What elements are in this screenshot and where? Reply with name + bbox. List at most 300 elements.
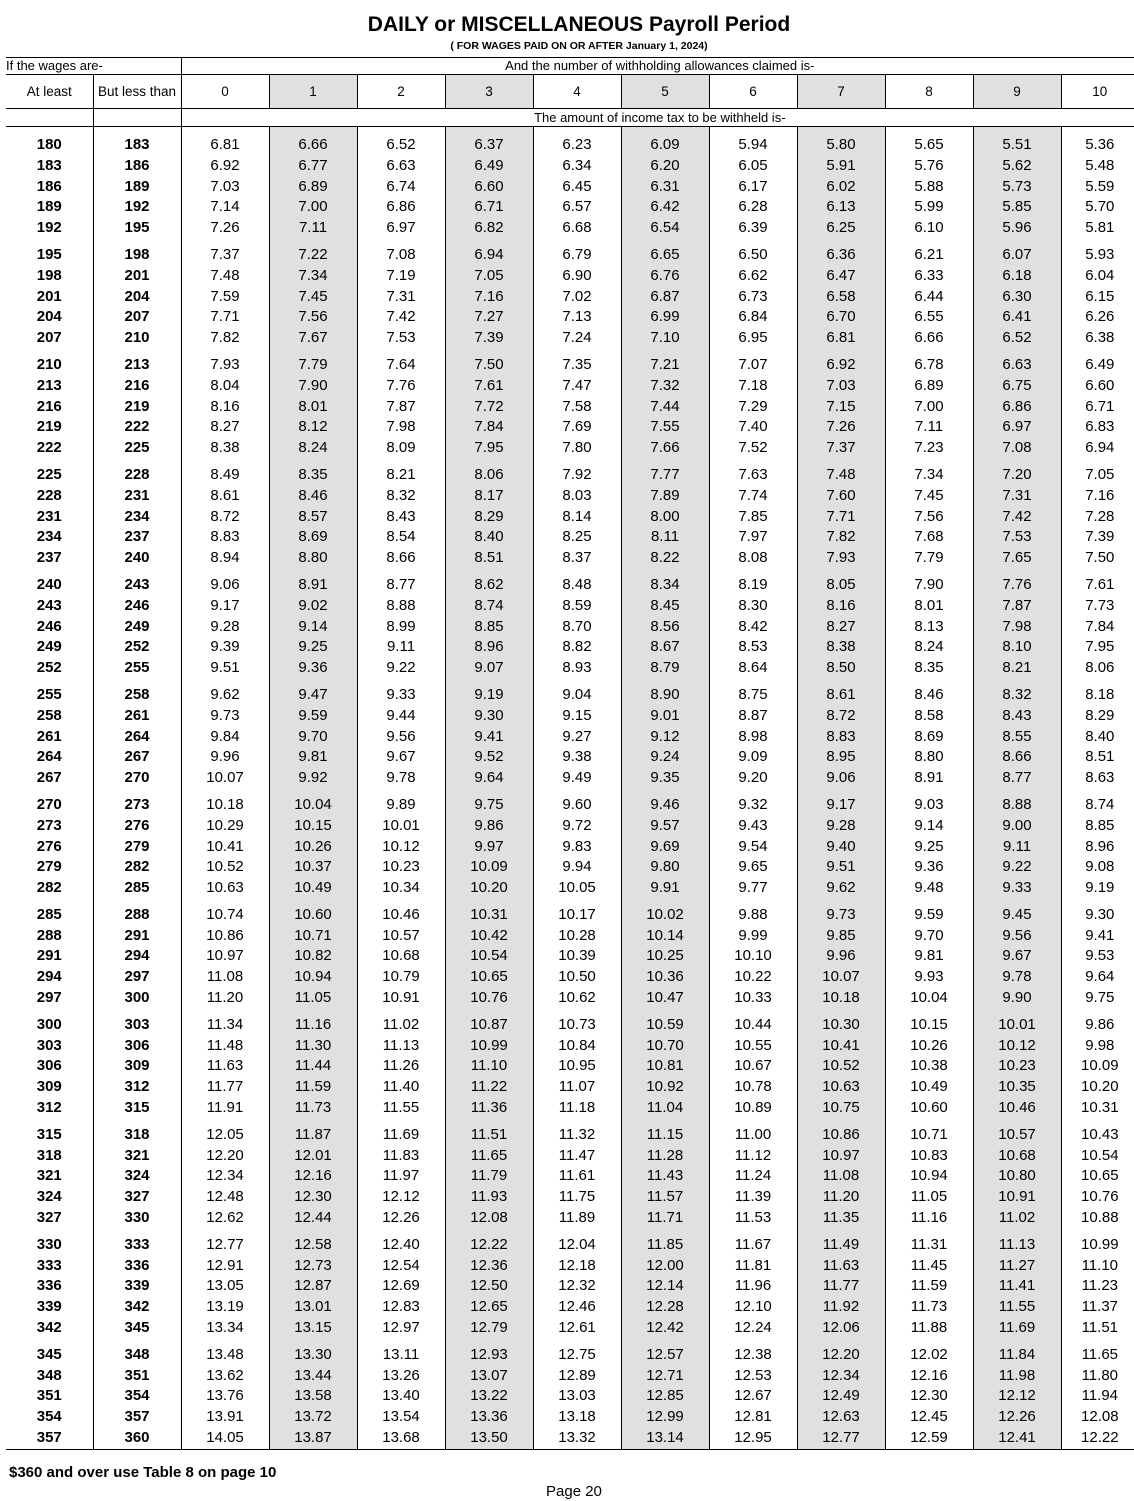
tax-amount-cell: 6.02 bbox=[797, 177, 885, 198]
but-less-than-cell: 213 bbox=[93, 355, 181, 376]
tax-amount-cell: 7.67 bbox=[269, 328, 357, 349]
tax-amount-cell: 6.97 bbox=[357, 218, 445, 239]
tax-amount-cell: 10.60 bbox=[269, 905, 357, 926]
tax-amount-cell: 7.80 bbox=[533, 438, 621, 459]
but-less-than-cell: 315 bbox=[93, 1098, 181, 1119]
tax-amount-cell: 8.87 bbox=[709, 706, 797, 727]
tax-amount-cell: 12.26 bbox=[973, 1407, 1061, 1428]
tax-amount-cell: 7.93 bbox=[181, 355, 269, 376]
tax-amount-cell: 6.77 bbox=[269, 156, 357, 177]
tax-amount-cell: 9.17 bbox=[797, 795, 885, 816]
at-least-cell: 201 bbox=[36, 287, 62, 305]
at-least-cell: 342 bbox=[36, 1319, 62, 1337]
tax-amount-cell: 8.24 bbox=[885, 637, 973, 658]
at-least-cell: 267 bbox=[36, 769, 62, 787]
but-less-than-cell: 240 bbox=[93, 548, 181, 569]
tax-amount-cell: 12.34 bbox=[181, 1166, 269, 1187]
at-least-cell: 261 bbox=[36, 727, 62, 745]
tax-amount-cell: 7.87 bbox=[973, 596, 1061, 617]
but-less-than-cell: 312 bbox=[93, 1077, 181, 1098]
tax-amount-cell: 6.99 bbox=[621, 307, 709, 328]
at-least-cell: 213 bbox=[36, 376, 62, 394]
tax-amount-cell: 7.32 bbox=[621, 376, 709, 397]
tax-amount-cell: 10.68 bbox=[973, 1146, 1061, 1167]
tax-amount-cell: 7.50 bbox=[1061, 548, 1134, 569]
tax-amount-cell: 10.87 bbox=[445, 1015, 533, 1036]
tax-amount-cell: 5.65 bbox=[885, 135, 973, 156]
tax-amount-cell: 12.12 bbox=[973, 1386, 1061, 1407]
tax-amount-cell: 7.95 bbox=[1061, 637, 1134, 658]
tax-amount-cell: 10.30 bbox=[797, 1015, 885, 1036]
tax-amount-cell: 7.89 bbox=[621, 486, 709, 507]
tax-amount-cell: 9.41 bbox=[445, 727, 533, 748]
tax-amount-cell: 13.48 bbox=[181, 1345, 269, 1366]
table-row bbox=[6, 1036, 1134, 1057]
tax-amount-cell: 11.05 bbox=[885, 1187, 973, 1208]
tax-amount-cell: 6.07 bbox=[973, 245, 1061, 266]
table-row bbox=[6, 988, 1134, 1009]
tax-amount-cell: 8.30 bbox=[709, 596, 797, 617]
at-least-cell: 225 bbox=[36, 465, 62, 483]
tax-amount-cell: 9.14 bbox=[885, 816, 973, 837]
tax-amount-cell: 12.28 bbox=[621, 1297, 709, 1318]
tax-amount-cell: 6.82 bbox=[445, 218, 533, 239]
tax-amount-cell: 7.55 bbox=[621, 417, 709, 438]
tax-amount-cell: 14.05 bbox=[181, 1428, 269, 1449]
tax-amount-cell: 8.22 bbox=[621, 548, 709, 569]
tax-amount-cell: 10.86 bbox=[797, 1125, 885, 1146]
at-least-cell: 222 bbox=[36, 439, 62, 457]
tax-amount-cell: 9.78 bbox=[357, 768, 445, 789]
tax-amount-cell: 10.78 bbox=[709, 1077, 797, 1098]
table-row bbox=[6, 596, 1134, 617]
tax-amount-cell: 7.79 bbox=[269, 355, 357, 376]
tax-amount-cell: 8.42 bbox=[709, 617, 797, 638]
but-less-than-cell: 321 bbox=[93, 1146, 181, 1167]
tax-amount-cell: 6.60 bbox=[445, 177, 533, 198]
at-least-cell: 204 bbox=[36, 308, 62, 326]
tax-amount-cell: 7.00 bbox=[885, 397, 973, 418]
tax-amount-cell: 8.72 bbox=[181, 507, 269, 528]
tax-amount-cell: 8.38 bbox=[181, 438, 269, 459]
tax-amount-cell: 9.52 bbox=[445, 747, 533, 768]
tax-amount-cell: 7.16 bbox=[1061, 486, 1134, 507]
at-least-cell: 303 bbox=[36, 1036, 62, 1054]
tax-amount-cell: 8.61 bbox=[797, 685, 885, 706]
tax-amount-cell: 7.71 bbox=[181, 307, 269, 328]
at-least-cell: 273 bbox=[36, 816, 62, 834]
but-less-than-cell: 351 bbox=[93, 1366, 181, 1387]
tax-amount-cell: 6.41 bbox=[973, 307, 1061, 328]
tax-amount-cell: 10.91 bbox=[973, 1187, 1061, 1208]
tax-amount-cell: 8.01 bbox=[885, 596, 973, 617]
tax-amount-cell: 9.33 bbox=[357, 685, 445, 706]
table-row bbox=[6, 245, 1134, 266]
at-least-cell: 357 bbox=[6, 1428, 93, 1449]
tax-amount-cell: 6.57 bbox=[533, 197, 621, 218]
allowance-column-header: 3 bbox=[445, 75, 533, 109]
tax-amount-cell: 11.87 bbox=[269, 1125, 357, 1146]
but-less-than-cell: 189 bbox=[93, 177, 181, 198]
withholding-table bbox=[6, 57, 1134, 1450]
tax-amount-cell: 8.21 bbox=[973, 658, 1061, 679]
tax-amount-cell: 8.27 bbox=[797, 617, 885, 638]
tax-amount-cell: 8.88 bbox=[357, 596, 445, 617]
at-least-cell: 279 bbox=[36, 858, 62, 876]
tax-amount-cell: 6.50 bbox=[709, 245, 797, 266]
tax-amount-cell: 8.90 bbox=[621, 685, 709, 706]
tax-amount-cell: 9.64 bbox=[445, 768, 533, 789]
but-less-than-cell: 255 bbox=[93, 658, 181, 679]
at-least-cell: 210 bbox=[36, 355, 62, 373]
table-row bbox=[6, 135, 1134, 156]
tax-amount-cell: 7.84 bbox=[1061, 617, 1134, 638]
tax-amount-cell: 6.18 bbox=[973, 266, 1061, 287]
tax-amount-cell: 8.98 bbox=[709, 727, 797, 748]
tax-amount-cell: 7.77 bbox=[621, 465, 709, 486]
tax-amount-cell: 11.05 bbox=[269, 988, 357, 1009]
tax-amount-cell: 9.86 bbox=[1061, 1015, 1134, 1036]
tax-amount-cell: 8.48 bbox=[533, 575, 621, 596]
tax-amount-cell: 6.44 bbox=[885, 287, 973, 308]
table-row bbox=[6, 417, 1134, 438]
table-row bbox=[6, 1235, 1134, 1256]
tax-amount-cell: 11.15 bbox=[621, 1125, 709, 1146]
tax-amount-cell: 9.02 bbox=[269, 596, 357, 617]
tax-amount-cell: 8.77 bbox=[973, 768, 1061, 789]
tax-amount-cell: 10.62 bbox=[533, 988, 621, 1009]
tax-amount-cell: 11.13 bbox=[973, 1235, 1061, 1256]
tax-amount-cell: 10.71 bbox=[885, 1125, 973, 1146]
tax-amount-cell: 9.06 bbox=[181, 575, 269, 596]
at-least-cell: 288 bbox=[36, 926, 62, 944]
tax-amount-cell: 9.85 bbox=[797, 926, 885, 947]
tax-amount-cell: 12.77 bbox=[797, 1428, 885, 1449]
tax-amount-cell: 9.60 bbox=[533, 795, 621, 816]
tax-amount-cell: 10.20 bbox=[445, 878, 533, 899]
tax-amount-cell: 11.02 bbox=[357, 1015, 445, 1036]
tax-amount-cell: 9.30 bbox=[445, 706, 533, 727]
table-row bbox=[6, 486, 1134, 507]
tax-amount-cell: 8.03 bbox=[533, 486, 621, 507]
tax-amount-cell: 10.34 bbox=[357, 878, 445, 899]
tax-amount-cell: 8.67 bbox=[621, 637, 709, 658]
tax-amount-cell: 8.06 bbox=[445, 465, 533, 486]
tax-amount-cell: 9.14 bbox=[269, 617, 357, 638]
tax-amount-cell: 11.67 bbox=[709, 1235, 797, 1256]
tax-amount-cell: 11.51 bbox=[445, 1125, 533, 1146]
tax-amount-cell: 11.45 bbox=[885, 1256, 973, 1277]
tax-amount-cell: 8.93 bbox=[533, 658, 621, 679]
tax-amount-cell: 7.35 bbox=[533, 355, 621, 376]
tax-amount-cell: 6.20 bbox=[621, 156, 709, 177]
tax-amount-cell: 13.32 bbox=[533, 1428, 621, 1449]
tax-amount-cell: 7.53 bbox=[357, 328, 445, 349]
tax-amount-cell: 10.42 bbox=[445, 926, 533, 947]
tax-amount-cell: 10.49 bbox=[269, 878, 357, 899]
table-row bbox=[6, 376, 1134, 397]
but-less-than-cell: 273 bbox=[93, 795, 181, 816]
at-least-cell: 330 bbox=[36, 1235, 62, 1253]
tax-amount-cell: 12.65 bbox=[445, 1297, 533, 1318]
but-less-than-cell: 279 bbox=[93, 837, 181, 858]
tax-amount-cell: 12.22 bbox=[1061, 1428, 1134, 1449]
tax-amount-cell: 13.91 bbox=[181, 1407, 269, 1428]
tax-amount-cell: 6.55 bbox=[885, 307, 973, 328]
tax-amount-cell: 6.86 bbox=[973, 397, 1061, 418]
tax-amount-cell: 6.45 bbox=[533, 177, 621, 198]
at-least-cell: 183 bbox=[36, 156, 62, 174]
tax-amount-cell: 6.17 bbox=[709, 177, 797, 198]
but-less-than-cell: 243 bbox=[93, 575, 181, 596]
but-less-than-cell: 297 bbox=[93, 967, 181, 988]
but-less-than-cell: 210 bbox=[93, 328, 181, 349]
tax-amount-cell: 9.06 bbox=[797, 768, 885, 789]
tax-amount-cell: 8.69 bbox=[269, 527, 357, 548]
tax-amount-cell: 8.80 bbox=[269, 548, 357, 569]
tax-amount-cell: 11.13 bbox=[357, 1036, 445, 1057]
footer-note: $360 and over use Table 8 on page 10 bbox=[9, 1464, 277, 1481]
tax-amount-cell: 6.81 bbox=[181, 135, 269, 156]
tax-amount-cell: 12.95 bbox=[709, 1428, 797, 1449]
tax-amount-cell: 10.39 bbox=[533, 946, 621, 967]
tax-amount-cell: 8.57 bbox=[269, 507, 357, 528]
tax-amount-cell: 7.45 bbox=[269, 287, 357, 308]
tax-amount-cell: 8.35 bbox=[885, 658, 973, 679]
tax-amount-cell: 6.75 bbox=[973, 376, 1061, 397]
tax-amount-cell: 9.59 bbox=[885, 905, 973, 926]
tax-amount-cell: 10.76 bbox=[445, 988, 533, 1009]
but-less-than-cell: 291 bbox=[93, 926, 181, 947]
tax-amount-cell: 12.10 bbox=[709, 1297, 797, 1318]
tax-amount-cell: 7.47 bbox=[533, 376, 621, 397]
tax-amount-cell: 7.84 bbox=[445, 417, 533, 438]
tax-amount-cell: 8.83 bbox=[797, 727, 885, 748]
tax-amount-cell: 12.40 bbox=[357, 1235, 445, 1256]
tax-amount-cell: 7.26 bbox=[181, 218, 269, 239]
tax-amount-cell: 12.32 bbox=[533, 1276, 621, 1297]
tax-amount-cell: 9.89 bbox=[357, 795, 445, 816]
tax-amount-cell: 9.56 bbox=[357, 727, 445, 748]
tax-amount-cell: 7.37 bbox=[181, 245, 269, 266]
tax-amount-cell: 5.36 bbox=[1061, 135, 1134, 156]
but-less-than-cell: 324 bbox=[93, 1166, 181, 1187]
tax-amount-cell: 6.63 bbox=[357, 156, 445, 177]
tax-amount-cell: 10.65 bbox=[1061, 1166, 1134, 1187]
tax-amount-cell: 6.73 bbox=[709, 287, 797, 308]
tax-amount-cell: 11.41 bbox=[973, 1276, 1061, 1297]
tax-amount-cell: 6.95 bbox=[709, 328, 797, 349]
table-row bbox=[6, 307, 1134, 328]
tax-amount-cell: 7.92 bbox=[533, 465, 621, 486]
tax-amount-cell: 12.46 bbox=[533, 1297, 621, 1318]
tax-amount-cell: 6.31 bbox=[621, 177, 709, 198]
tax-amount-cell: 9.75 bbox=[445, 795, 533, 816]
table-row bbox=[6, 507, 1134, 528]
tax-amount-cell: 13.30 bbox=[269, 1345, 357, 1366]
at-least-cell: 300 bbox=[36, 1015, 62, 1033]
tax-amount-cell: 12.26 bbox=[357, 1208, 445, 1229]
tax-amount-cell: 9.86 bbox=[445, 816, 533, 837]
tax-amount-cell: 11.23 bbox=[1061, 1276, 1134, 1297]
tax-amount-cell: 5.76 bbox=[885, 156, 973, 177]
tax-amount-cell: 7.76 bbox=[973, 575, 1061, 596]
tax-amount-cell: 13.14 bbox=[621, 1428, 709, 1449]
tax-amount-cell: 10.50 bbox=[533, 967, 621, 988]
tax-amount-cell: 10.71 bbox=[269, 926, 357, 947]
tax-amount-cell: 10.54 bbox=[1061, 1146, 1134, 1167]
tax-amount-cell: 10.15 bbox=[885, 1015, 973, 1036]
table-row bbox=[6, 617, 1134, 638]
tax-amount-cell: 7.16 bbox=[445, 287, 533, 308]
tax-amount-cell: 7.60 bbox=[797, 486, 885, 507]
tax-amount-cell: 10.95 bbox=[533, 1056, 621, 1077]
tax-amount-cell: 9.65 bbox=[709, 857, 797, 878]
tax-amount-cell: 8.53 bbox=[709, 637, 797, 658]
tax-amount-cell: 11.83 bbox=[357, 1146, 445, 1167]
tax-amount-cell: 9.70 bbox=[885, 926, 973, 947]
tax-amount-cell: 10.60 bbox=[885, 1098, 973, 1119]
tax-amount-cell: 8.63 bbox=[1061, 768, 1134, 789]
tax-amount-cell: 7.11 bbox=[269, 218, 357, 239]
at-least-cell: 309 bbox=[36, 1078, 62, 1096]
tax-amount-cell: 12.50 bbox=[445, 1276, 533, 1297]
tax-amount-cell: 6.65 bbox=[621, 245, 709, 266]
tax-amount-cell: 12.61 bbox=[533, 1318, 621, 1339]
table-row bbox=[6, 1345, 1134, 1366]
tax-amount-cell: 6.62 bbox=[709, 266, 797, 287]
table-row bbox=[6, 795, 1134, 816]
tax-amount-cell: 9.09 bbox=[709, 747, 797, 768]
tax-amount-cell: 6.52 bbox=[973, 328, 1061, 349]
tax-amount-cell: 9.47 bbox=[269, 685, 357, 706]
tax-amount-cell: 6.49 bbox=[1061, 355, 1134, 376]
tax-amount-cell: 12.69 bbox=[357, 1276, 445, 1297]
tax-amount-cell: 11.89 bbox=[533, 1208, 621, 1229]
tax-amount-cell: 8.95 bbox=[797, 747, 885, 768]
tax-amount-cell: 13.26 bbox=[357, 1366, 445, 1387]
table-row bbox=[6, 878, 1134, 899]
tax-amount-cell: 9.91 bbox=[621, 878, 709, 899]
tax-amount-cell: 9.53 bbox=[1061, 946, 1134, 967]
tax-amount-cell: 12.75 bbox=[533, 1345, 621, 1366]
tax-amount-cell: 11.00 bbox=[709, 1125, 797, 1146]
table-row bbox=[6, 1386, 1134, 1407]
tax-amount-cell: 8.43 bbox=[973, 706, 1061, 727]
table-row bbox=[6, 1428, 1134, 1449]
tax-amount-cell: 11.20 bbox=[797, 1187, 885, 1208]
at-least-cell: 180 bbox=[36, 136, 62, 153]
tax-amount-cell: 5.91 bbox=[797, 156, 885, 177]
but-less-than-cell: 204 bbox=[93, 287, 181, 308]
tax-amount-cell: 6.89 bbox=[885, 376, 973, 397]
tax-amount-cell: 13.44 bbox=[269, 1366, 357, 1387]
tax-amount-cell: 9.72 bbox=[533, 816, 621, 837]
tax-amount-cell: 10.99 bbox=[1061, 1235, 1134, 1256]
tax-amount-cell: 11.35 bbox=[797, 1208, 885, 1229]
tax-amount-cell: 7.79 bbox=[885, 548, 973, 569]
tax-amount-cell: 9.35 bbox=[621, 768, 709, 789]
at-least-cell: 198 bbox=[36, 266, 62, 284]
tax-amount-cell: 9.62 bbox=[181, 685, 269, 706]
tax-amount-cell: 5.85 bbox=[973, 197, 1061, 218]
table-row bbox=[6, 1366, 1134, 1387]
but-less-than-cell: 282 bbox=[93, 857, 181, 878]
tax-amount-cell: 11.39 bbox=[709, 1187, 797, 1208]
at-least-cell: 354 bbox=[36, 1408, 62, 1426]
tax-amount-cell: 11.75 bbox=[533, 1187, 621, 1208]
tax-amount-cell: 11.48 bbox=[181, 1036, 269, 1057]
but-less-than-cell: 300 bbox=[93, 988, 181, 1009]
tax-amount-cell: 9.67 bbox=[357, 747, 445, 768]
tax-amount-cell: 11.53 bbox=[709, 1208, 797, 1229]
table-row bbox=[6, 946, 1134, 967]
table-row bbox=[6, 355, 1134, 376]
tax-amount-cell: 10.26 bbox=[269, 837, 357, 858]
tax-amount-cell: 5.88 bbox=[885, 177, 973, 198]
table-row bbox=[6, 837, 1134, 858]
tax-amount-cell: 9.11 bbox=[973, 837, 1061, 858]
tax-amount-cell: 9.92 bbox=[269, 768, 357, 789]
allowance-column-header: 5 bbox=[621, 75, 709, 109]
tax-amount-cell: 8.40 bbox=[1061, 727, 1134, 748]
tax-amount-cell: 13.15 bbox=[269, 1318, 357, 1339]
tax-amount-cell: 9.44 bbox=[357, 706, 445, 727]
tax-amount-cell: 8.37 bbox=[533, 548, 621, 569]
tax-amount-cell: 10.52 bbox=[181, 857, 269, 878]
tax-amount-cell: 10.89 bbox=[709, 1098, 797, 1119]
but-less-than-cell: 336 bbox=[93, 1256, 181, 1277]
tax-amount-cell: 7.02 bbox=[533, 287, 621, 308]
tax-amount-cell: 12.22 bbox=[445, 1235, 533, 1256]
tax-amount-cell: 7.87 bbox=[357, 397, 445, 418]
tax-amount-cell: 10.79 bbox=[357, 967, 445, 988]
table-row bbox=[6, 266, 1134, 287]
tax-amount-cell: 10.38 bbox=[885, 1056, 973, 1077]
at-least-cell: 333 bbox=[36, 1256, 62, 1274]
tax-amount-cell: 11.51 bbox=[1061, 1318, 1134, 1339]
tax-amount-cell: 6.68 bbox=[533, 218, 621, 239]
tax-amount-cell: 9.59 bbox=[269, 706, 357, 727]
at-least-cell: 336 bbox=[36, 1277, 62, 1295]
tax-amount-cell: 12.97 bbox=[357, 1318, 445, 1339]
but-less-than-cell: 237 bbox=[93, 527, 181, 548]
tax-amount-cell: 7.76 bbox=[357, 376, 445, 397]
tax-amount-cell: 8.29 bbox=[1061, 706, 1134, 727]
tax-amount-cell: 6.97 bbox=[973, 417, 1061, 438]
tax-amount-cell: 10.63 bbox=[181, 878, 269, 899]
table-row bbox=[6, 177, 1134, 198]
at-least-cell: 264 bbox=[36, 748, 62, 766]
tax-amount-cell: 10.31 bbox=[445, 905, 533, 926]
tax-amount-cell: 7.15 bbox=[797, 397, 885, 418]
tax-amount-cell: 7.98 bbox=[357, 417, 445, 438]
but-less-than-cell: 360 bbox=[93, 1428, 181, 1449]
tax-amount-cell: 11.24 bbox=[709, 1166, 797, 1187]
but-less-than-cell: 270 bbox=[93, 768, 181, 789]
tax-amount-cell: 8.35 bbox=[269, 465, 357, 486]
tax-amount-cell: 11.65 bbox=[445, 1146, 533, 1167]
tax-amount-cell: 7.63 bbox=[709, 465, 797, 486]
tax-amount-cell: 7.93 bbox=[797, 548, 885, 569]
tax-amount-cell: 7.10 bbox=[621, 328, 709, 349]
tax-amount-cell: 8.18 bbox=[1061, 685, 1134, 706]
tax-amount-cell: 9.51 bbox=[797, 857, 885, 878]
tax-amount-cell: 13.11 bbox=[357, 1345, 445, 1366]
tax-amount-cell: 6.87 bbox=[621, 287, 709, 308]
tax-amount-cell: 12.12 bbox=[357, 1187, 445, 1208]
tax-amount-cell: 6.38 bbox=[1061, 328, 1134, 349]
